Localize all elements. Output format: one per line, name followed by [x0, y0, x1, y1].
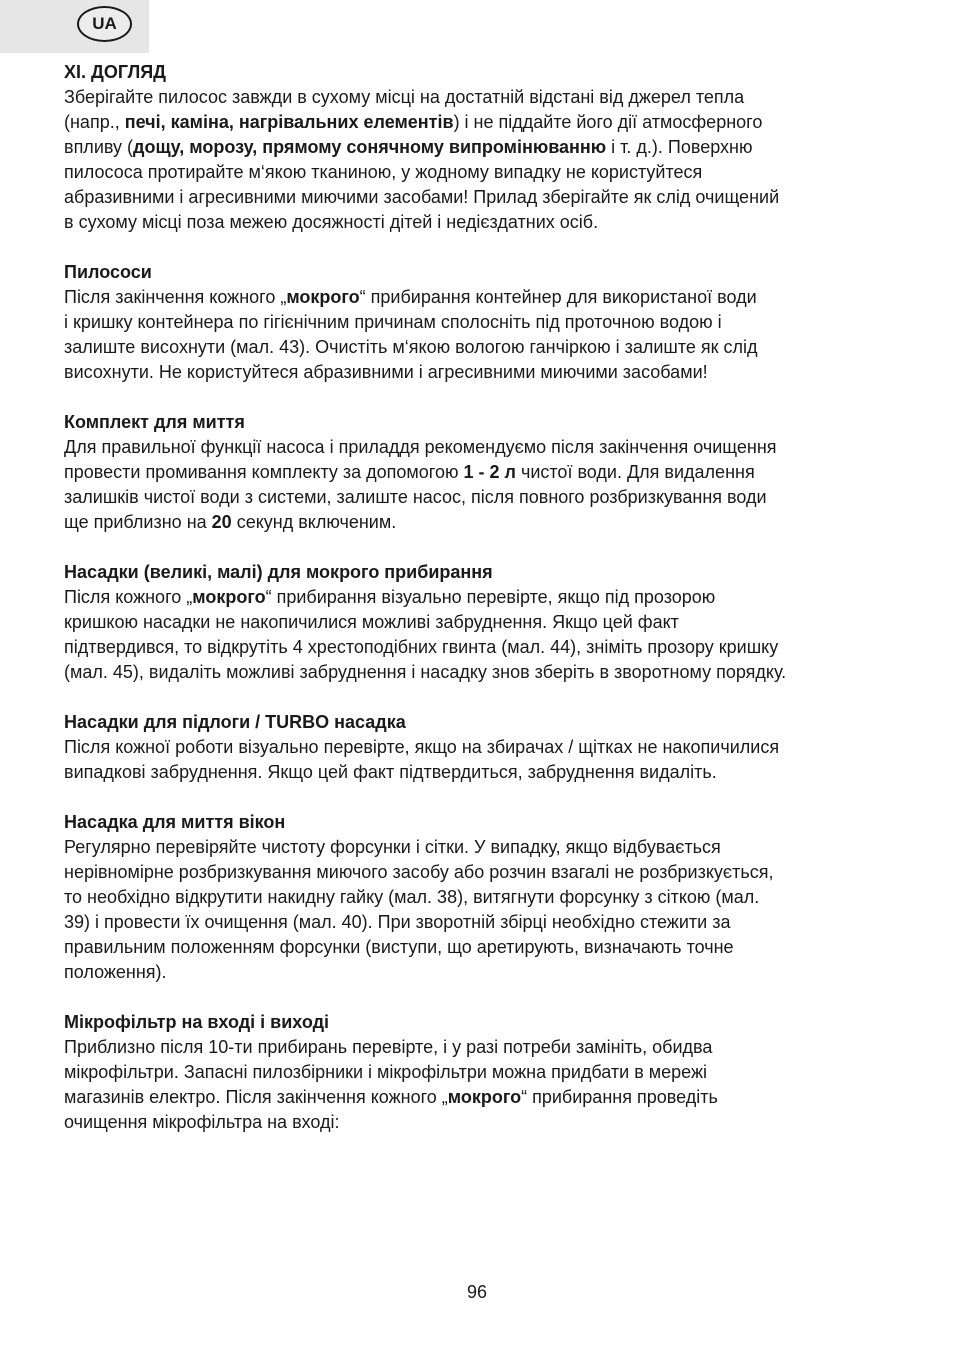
section-heading: Насадки (великі, малі) для мокрого прибирання — [64, 562, 493, 582]
text-line — [64, 460, 904, 485]
section — [64, 560, 904, 685]
bold-text: печі, каміна, нагрівальних елементів — [124, 112, 454, 132]
text-run: залишків чистої води з системи, залиште насос, після повного розбризкування води — [64, 487, 767, 507]
text-run: (напр., — [64, 112, 125, 132]
text-run: і кришку контейнера по гігієнічним причинам сполосніть під проточною водою і — [64, 312, 722, 332]
section-heading: Мікрофільтр на вході і виході — [64, 1012, 330, 1032]
text-line — [64, 1085, 904, 1110]
bold-text: мокрого — [447, 1087, 522, 1107]
text-run: чистої води. Для видалення — [515, 462, 755, 482]
text-line — [64, 160, 904, 185]
text-run: ) і не піддайте його дії атмосферного — [453, 112, 763, 132]
section-heading: Комплект для миття — [64, 412, 245, 432]
text-line — [64, 835, 904, 860]
text-line — [64, 110, 904, 135]
text-run: положення). — [64, 962, 167, 982]
text-run: очищення мікрофільтра на вході: — [64, 1112, 340, 1132]
text-run: “ прибирання контейнер для використаної води — [359, 287, 757, 307]
bold-text: 20 — [211, 512, 232, 532]
text-line — [64, 910, 904, 935]
text-run: “ прибирання проведіть — [521, 1087, 718, 1107]
text-run: Регулярно перевіряйте чистоту форсунки і сітки. У випадку, якщо відбувається — [64, 837, 721, 857]
text-run: і т. д.). Поверхню — [606, 137, 753, 157]
bold-text: дощу, морозу, прямому сонячному випромінюванню — [133, 137, 607, 157]
text-run: магазинів електро. Після закінчення кожного „ — [64, 1087, 448, 1107]
text-line — [64, 610, 904, 635]
text-line — [64, 960, 904, 985]
text-line — [64, 510, 904, 535]
text-run: випадкові забруднення. Якщо цей факт підтвердиться, забруднення видаліть. — [64, 762, 717, 782]
text-line — [64, 435, 904, 460]
text-run: підтвердився, то відкрутіть 4 хрестоподібних гвинта (мал. 44), зніміть прозору кришку — [64, 637, 779, 657]
document-body — [64, 60, 904, 1160]
text-line — [64, 310, 904, 335]
section — [64, 260, 904, 385]
text-line — [64, 1060, 904, 1085]
text-line — [64, 360, 904, 385]
text-line — [64, 1110, 904, 1135]
language-badge: UA — [77, 6, 132, 42]
text-run: впливу ( — [64, 137, 134, 157]
text-run: Зберігайте пилосос завжди в сухому місці на достатній відстані від джерел тепла — [64, 87, 745, 107]
text-run: пилососа протирайте м‘якою тканиною, у жодному випадку не користуйтеся — [64, 162, 703, 182]
text-line — [64, 660, 904, 685]
section-heading: Пилососи — [64, 262, 152, 282]
bold-text: мокрого — [192, 587, 266, 607]
section — [64, 710, 904, 785]
text-line — [64, 635, 904, 660]
language-tab — [0, 0, 149, 53]
text-line — [64, 760, 904, 785]
text-line — [64, 85, 904, 110]
text-line — [64, 885, 904, 910]
text-line — [64, 935, 904, 960]
section — [64, 1010, 904, 1135]
section — [64, 410, 904, 535]
section-heading: Насадки для підлоги / TURBO насадка — [64, 712, 406, 732]
text-run: “ прибирання візуально перевірте, якщо під прозорою — [265, 587, 716, 607]
text-line — [64, 210, 904, 235]
bold-text: мокрого — [286, 287, 360, 307]
text-line — [64, 485, 904, 510]
text-run: кришкою насадки не накопичилися можливі забруднення. Якщо цей факт — [64, 612, 679, 632]
text-line — [64, 735, 904, 760]
text-run: в сухому місці поза межею досяжності дітей і недієздатних осіб. — [64, 212, 599, 232]
text-run: Після закінчення кожного „ — [64, 287, 287, 307]
text-run: ще приблизно на — [64, 512, 212, 532]
section-heading: XI. ДОГЛЯД — [64, 62, 166, 82]
text-line — [64, 135, 904, 160]
page-number: 96 — [466, 1282, 488, 1302]
text-run: провести промивання комплекту за допомогою — [64, 462, 464, 482]
text-run: правильним положенням форсунки (виступи, що аретирують, визначають точне — [64, 937, 734, 957]
text-line — [64, 1035, 904, 1060]
section — [64, 810, 904, 985]
text-run: залиште висохнути (мал. 43). Очистіть м‘якою вологою ганчіркою і залиште як слід — [64, 337, 758, 357]
text-line — [64, 860, 904, 885]
text-line — [64, 185, 904, 210]
text-run: то необхідно відкрутити накидну гайку (мал. 38), витягнути форсунку з сіткою (мал. — [64, 887, 760, 907]
text-run: Для правильної функції насоса і приладдя рекомендуємо після закінчення очищення — [64, 437, 777, 457]
section-heading: Насадка для миття вікон — [64, 812, 286, 832]
text-run: нерівномірне розбризкування миючого засобу або розчин взагалі не розбризкується, — [64, 862, 774, 882]
text-run: Після кожної роботи візуально перевірте, якщо на збирачах / щітках не накопичилися — [64, 737, 780, 757]
text-run: (мал. 45), видаліть можливі забруднення і насадку знов зберіть в зворотному порядку. — [64, 662, 787, 682]
text-run: мікрофільтри. Запасні пилозбірники і мікрофільтри можна придбати в мережі — [64, 1062, 708, 1082]
text-line — [64, 285, 904, 310]
text-line — [64, 335, 904, 360]
text-run: Після кожного „ — [64, 587, 193, 607]
text-run: абразивними і агресивними миючими засобами! Прилад зберігайте як слід очищений — [64, 187, 780, 207]
bold-text: 1 - 2 л — [463, 462, 516, 482]
text-run: Приблизно після 10-ти прибирань перевірте, і у разі потреби замініть, обидва — [64, 1037, 713, 1057]
text-run: 39) і провести їх очищення (мал. 40). При зворотній збірці необхідно стежити за — [64, 912, 731, 932]
section — [64, 60, 904, 235]
text-line — [64, 585, 904, 610]
text-run: секунд включеним. — [231, 512, 397, 532]
text-run: висохнути. Не користуйтеся абразивними і агресивними миючими засобами! — [64, 362, 708, 382]
